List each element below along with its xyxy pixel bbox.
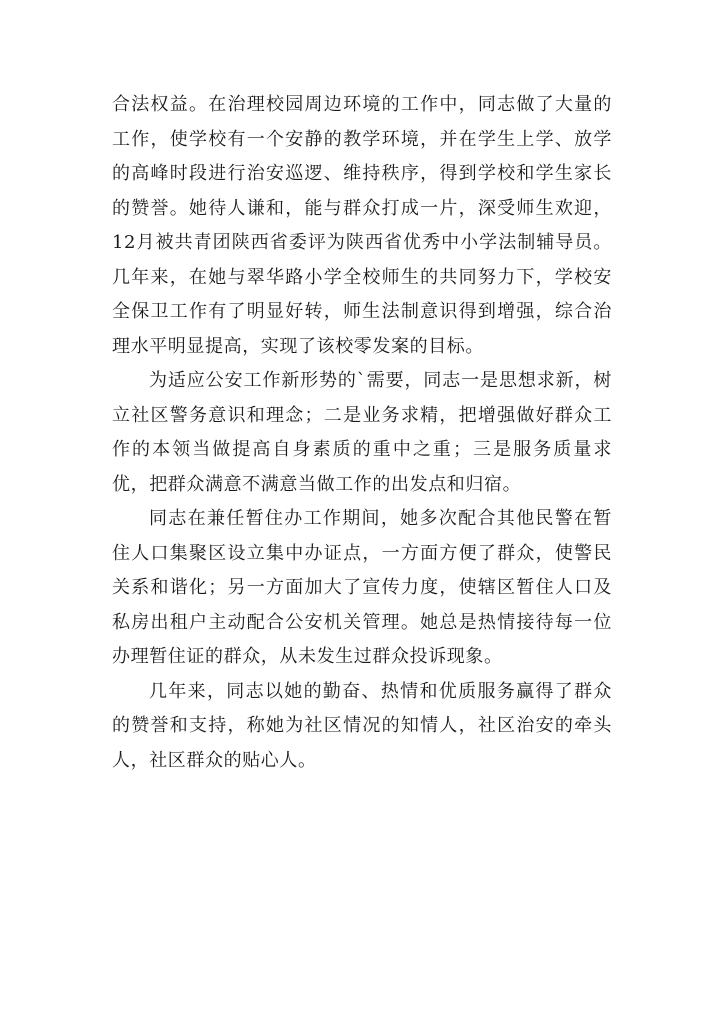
paragraph-3: 同志在兼任暂住办工作期间，她多次配合其他民警在暂住人口集聚区设立集中办证点，一方面方便了群众，使警民关系和谐化；另一方面加大了宣传力度，使辖区暂住人口及私房出租户主动配合公安机关管理。她总是热情接待每一位办理暂住证的群众，从未发生过群众投诉现象。 <box>112 508 612 667</box>
document-body <box>112 88 612 778</box>
paragraph-2: 为适应公安工作新形势的`需要，同志一是思想求新，树立社区警务意识和理念；二是业务求精，把增强做好群众工作的本领当做提高自身素质的重中之重；三是服务质量求优，把群众满意不满意当做工作的出发点和归宿。 <box>112 370 612 495</box>
paragraph-4: 几年来，同志以她的勤奋、热情和优质服务赢得了群众的赞誉和支持，称她为社区情况的知情人，社区治安的牵头人，社区群众的贴心人。 <box>112 680 612 771</box>
paragraph-1: 合法权益。在治理校园周边环境的工作中，同志做了大量的工作，使学校有一个安静的教学环境，并在学生上学、放学的高峰时段进行治安巡逻、维持秩序，得到学校和学生家长的赞誉。她待人谦和，能与群众打成一片，深受师生欢迎，12月被共青团陕西省委评为陕西省优秀中小学法制辅导员。几年来，在她与翠华路小学全校师生的共同努力下，学校安全保卫工作有了明显好转，师生法制意识得到增强，综合治理水平明显提高，实现了该校零发案的目标。 <box>112 94 612 357</box>
